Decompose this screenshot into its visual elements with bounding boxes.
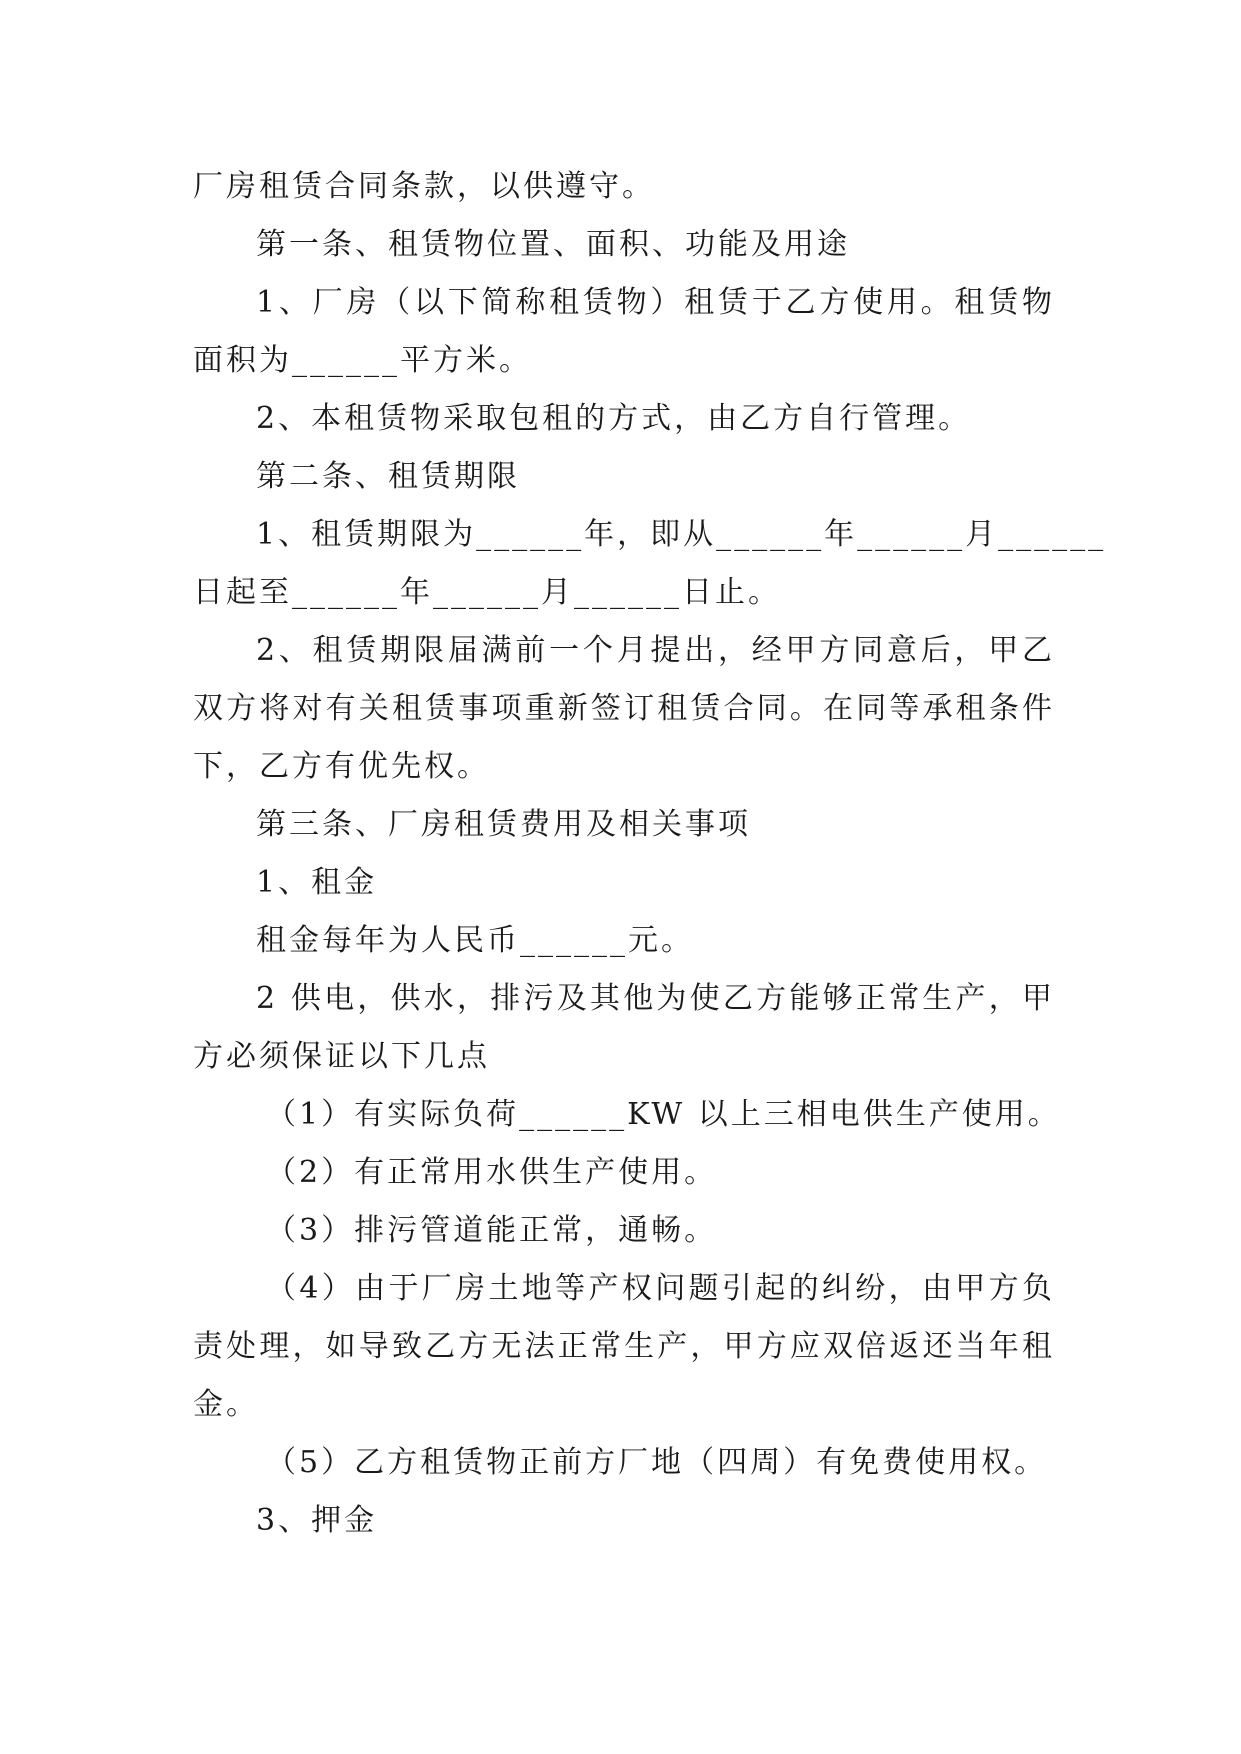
article-heading: 第一条、租赁物位置、面积、功能及用途: [256, 227, 850, 262]
list-item: （1）有实际负荷______KW 以上三相电供生产使用。: [266, 1097, 1061, 1132]
document-body: [193, 158, 1107, 1550]
text-line: 1、租赁期限为______年，即从______年______月______: [256, 517, 1107, 552]
text-line: 2 供电，供水，排污及其他为使乙方能够正常生产，甲: [256, 981, 1055, 1016]
article-heading: 第三条、厂房租赁费用及相关事项: [256, 807, 751, 842]
list-item: （2）有正常用水供生产使用。: [266, 1155, 718, 1190]
text-line: 责处理，如导致乙方无法正常生产，甲方应双倍返还当年租: [193, 1329, 1055, 1364]
text-line: 日起至______年______月______日止。: [193, 575, 781, 610]
article-heading: 第二条、租赁期限: [256, 459, 520, 494]
text-line: 厂房租赁合同条款，以供遵守。: [193, 169, 655, 204]
list-item: （5）乙方租赁物正前方厂地（四周）有免费使用权。: [266, 1445, 1048, 1480]
text-line: 租金每年为人民币______元。: [256, 923, 694, 958]
list-item: （4）由于厂房土地等产权问题引起的纠纷，由甲方负: [266, 1271, 1055, 1306]
text-line: 方必须保证以下几点: [193, 1039, 490, 1074]
text-line: 2、本租赁物采取包租的方式，由乙方自行管理。: [256, 401, 972, 436]
section-heading: 3、押金: [256, 1503, 378, 1538]
text-line: 面积为______平方米。: [193, 343, 532, 378]
section-heading: 1、租金: [256, 865, 378, 900]
text-line: 下，乙方有优先权。: [193, 749, 490, 784]
text-line: 双方将对有关租赁事项重新签订租赁合同。在同等承租条件: [193, 691, 1055, 726]
text-line: 1、厂房（以下简称租赁物）租赁于乙方使用。租赁物: [256, 285, 1055, 320]
text-line: 金。: [193, 1387, 259, 1422]
list-item: （3）排污管道能正常，通畅。: [266, 1213, 718, 1248]
text-line: 2、租赁期限届满前一个月提出，经甲方同意后，甲乙: [256, 633, 1055, 668]
